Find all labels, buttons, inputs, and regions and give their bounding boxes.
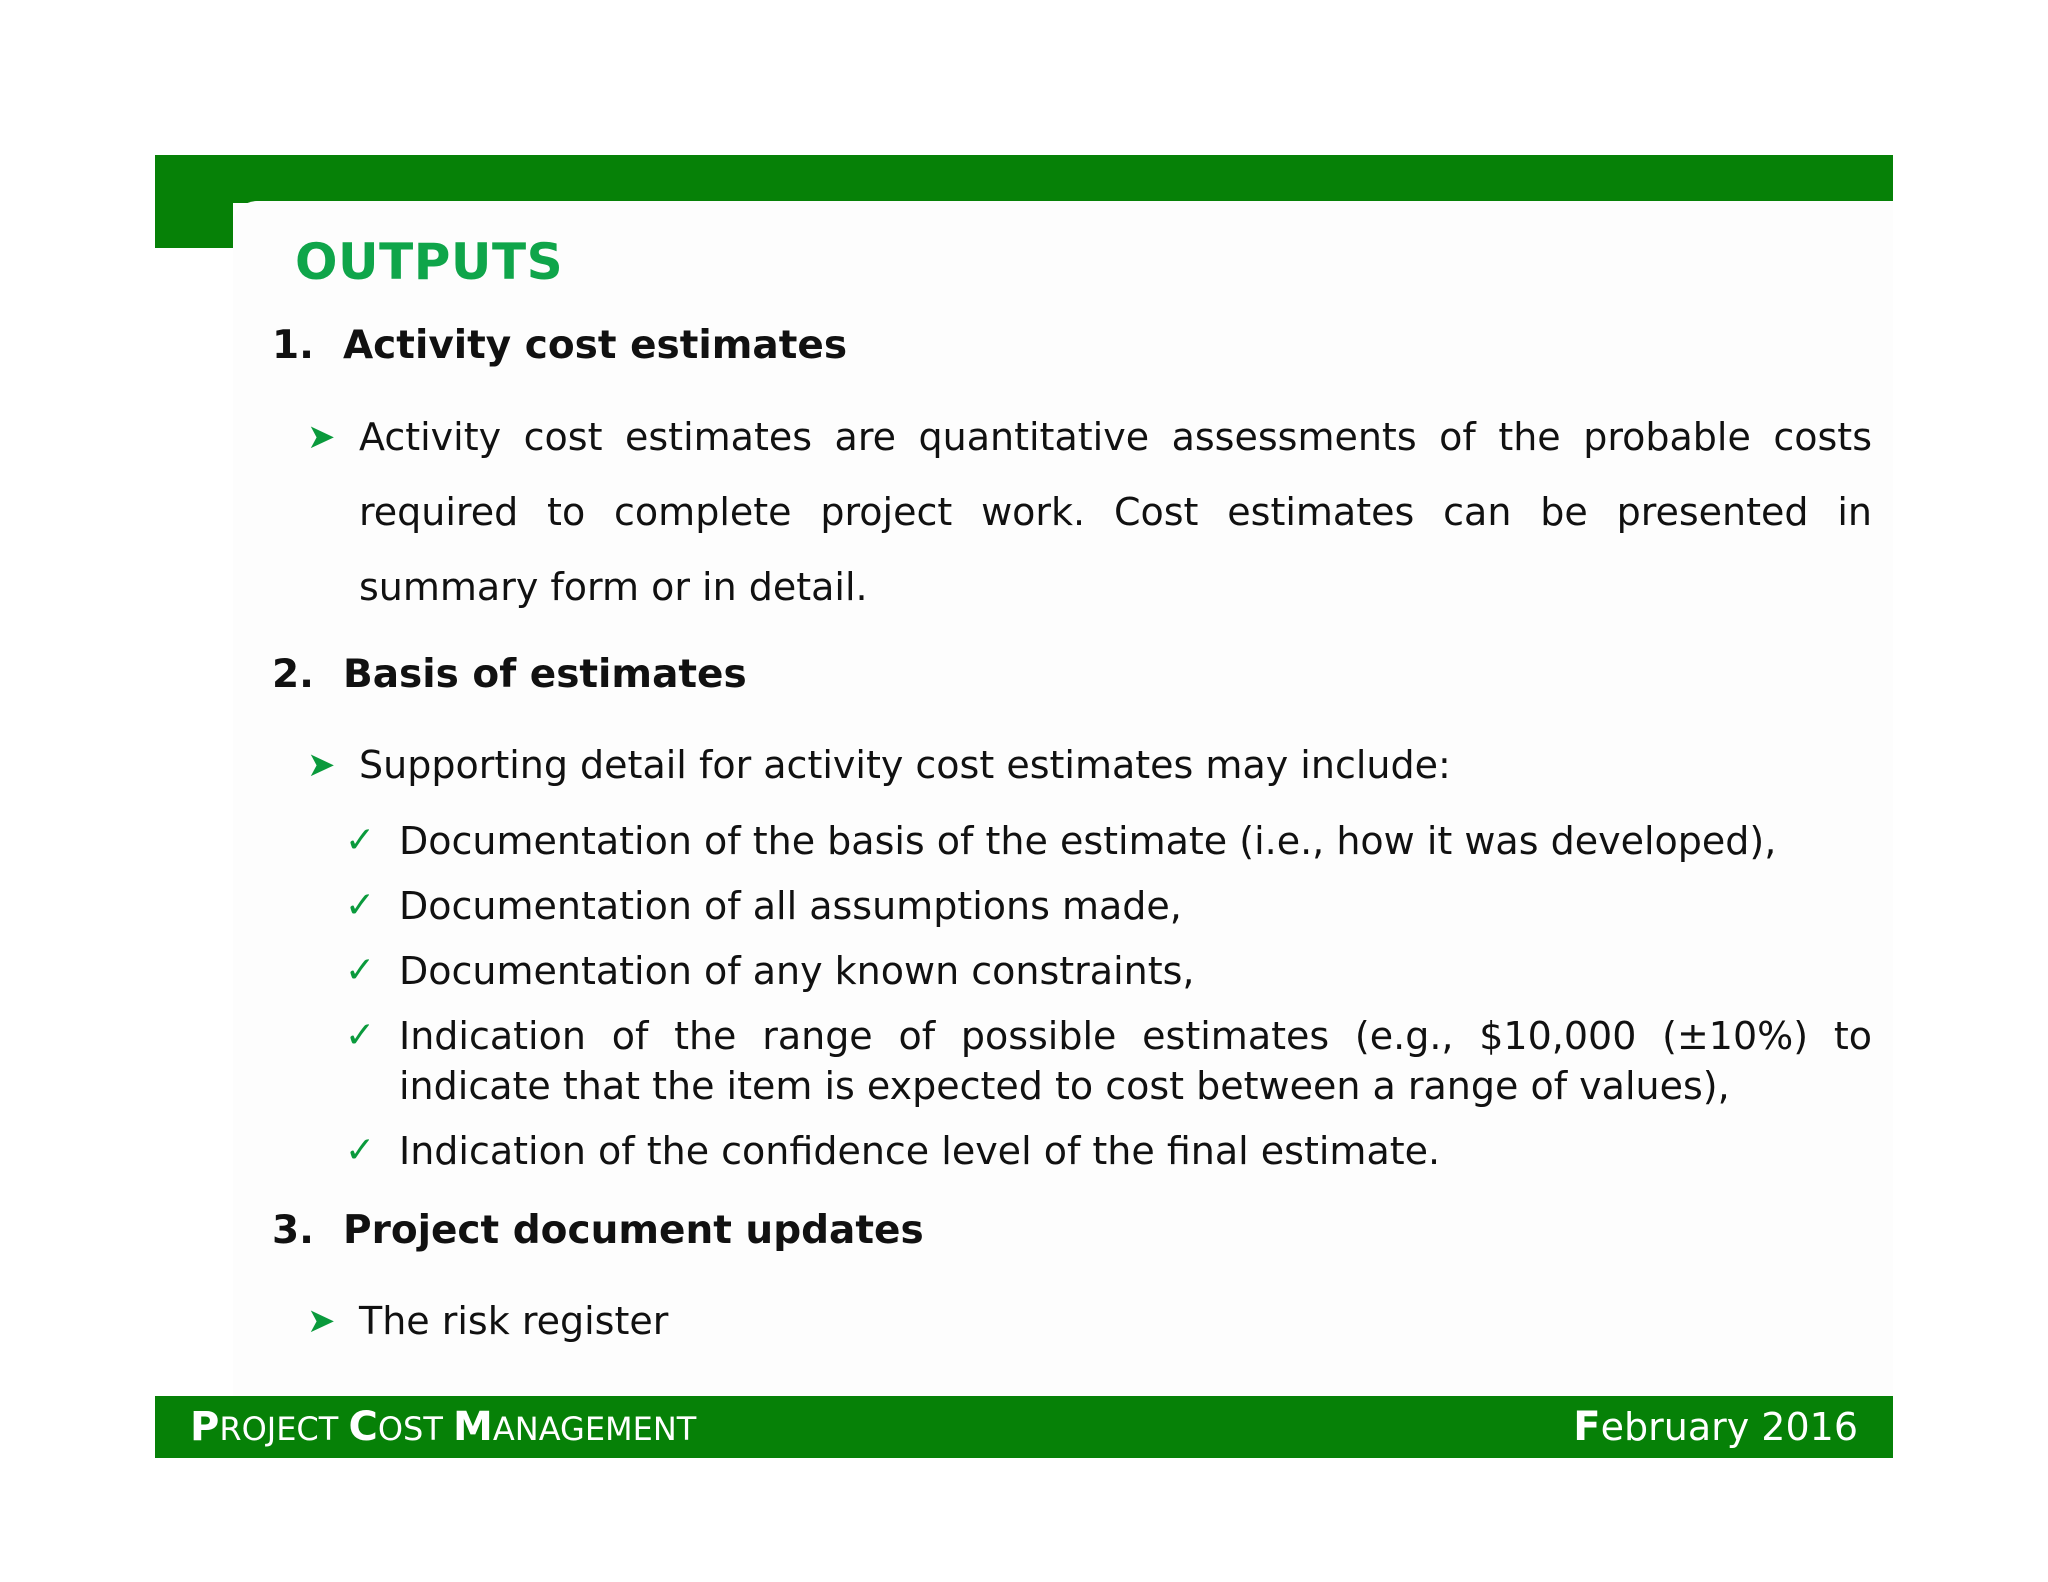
checkmark-icon: ✓ [345,950,376,991]
check-item [345,946,1872,996]
section-heading-2 [272,650,747,700]
bullet-text: The risk register [359,1299,669,1343]
section-heading-1 [272,321,847,371]
footer-course-title [190,1404,696,1452]
arrow-bullet-icon: ➤ [307,745,336,785]
footer-date [1573,1404,1858,1450]
check-item [345,1011,1872,1111]
arrow-bullet-icon: ➤ [307,417,336,457]
checkmark-icon: ✓ [345,1015,376,1056]
check-text: Documentation of any known constraints, [399,949,1195,993]
check-text: Documentation of all assumptions made, [399,884,1182,928]
footer-initial: M [453,1404,493,1450]
checkmark-icon: ✓ [345,1130,376,1171]
check-item [345,816,1872,866]
footer-word: OST [377,1410,454,1448]
footer-word: ebruary 2016 [1600,1405,1858,1449]
check-text: Indication of the confidence level of the final estimate. [399,1129,1441,1173]
bullet-text: Supporting detail for activity cost estimates may include: [359,743,1451,787]
check-text: Indication of the range of possible estimates (e.g., $10,000 (±10%) to indicate that the item is expected to cost between a range of values), [399,1014,1872,1108]
section-number-1: 1. [272,323,314,368]
check-item [345,881,1872,931]
check-item [345,1126,1872,1176]
slide-title: OUTPUTS [295,233,564,291]
checkmark-icon: ✓ [345,885,376,926]
check-text: Documentation of the basis of the estimate (i.e., how it was developed), [399,819,1777,863]
bullet-item [307,728,1872,803]
section-heading-3 [272,1206,924,1256]
footer-initial: C [348,1404,378,1450]
section-title-3: Project document updates [343,1208,924,1253]
footer-initial: P [190,1404,220,1450]
section-number-3: 3. [272,1208,314,1253]
checkmark-icon: ✓ [345,820,376,861]
section-number-2: 2. [272,652,314,697]
bullet-text: Activity cost estimates are quantitative assessments of the probable costs required to complete project work. Cost estimates can be presented in summary form or in detail. [359,415,1872,609]
bullet-item [307,400,1872,625]
footer-word: ANAGEMENT [492,1410,697,1448]
section-title-2: Basis of estimates [343,652,747,697]
footer-bar [155,1396,1893,1458]
header-bar [155,155,1893,203]
section-title-1: Activity cost estimates [343,323,848,368]
footer-word: ROJECT [219,1410,349,1448]
header-accent [155,155,233,248]
footer-initial: F [1573,1404,1601,1450]
bullet-item [307,1284,1872,1359]
arrow-bullet-icon: ➤ [307,1301,336,1341]
